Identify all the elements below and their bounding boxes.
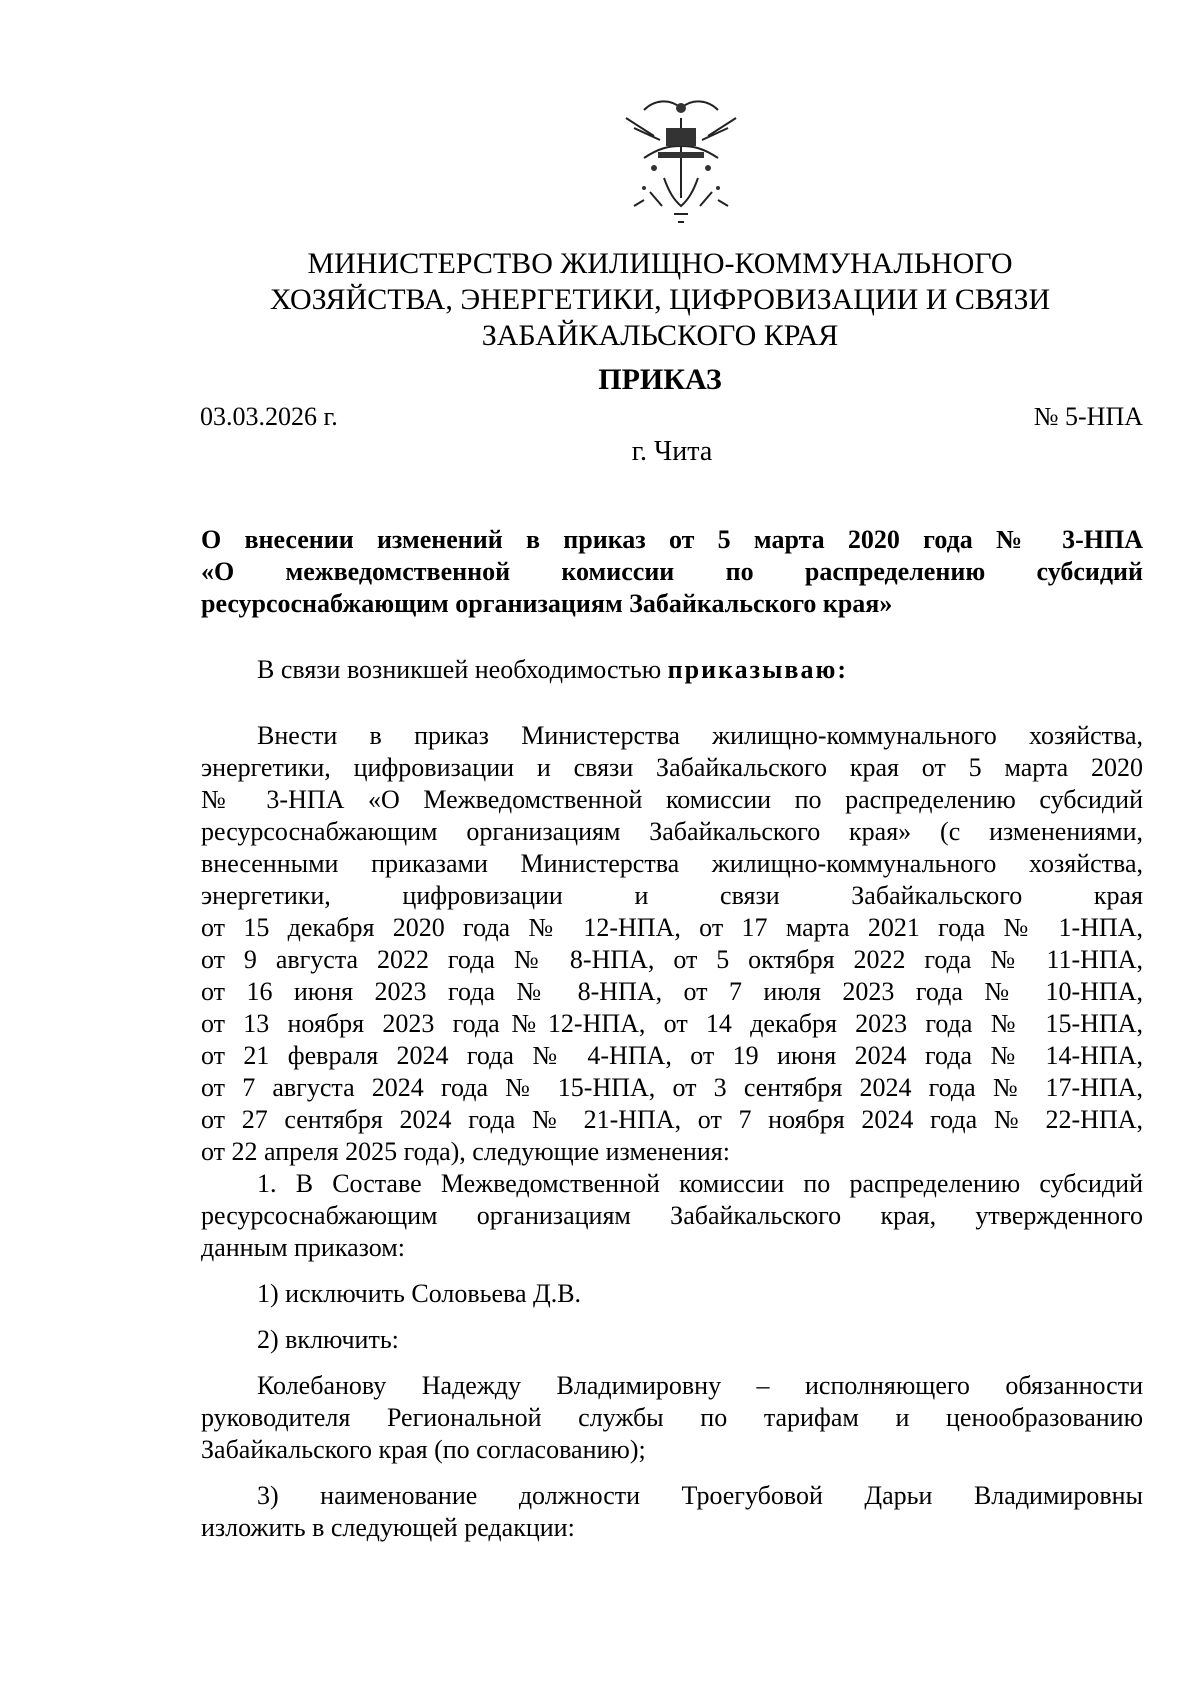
subitem-2: 2) включить:: [257, 1325, 399, 1354]
intro-command: приказываю:: [667, 655, 848, 684]
body-line: ресурсоснабжающим организациям Забайкальского края» (с изменениями,: [201, 817, 1143, 846]
person-line: Колебанову Надежду Владимировну – исполняющего обязанности: [257, 1371, 1143, 1400]
subject-line: О внесении изменений в приказ от 5 марта 2020 года № 3-НПА: [201, 525, 1143, 554]
subitem-3-line: изложить в следующей редакции:: [201, 1513, 575, 1542]
item-1-line: ресурсоснабжающим организациям Забайкальского края, утвержденного: [201, 1201, 1143, 1230]
body-line: от 22 апреля 2025 года), следующие изменения:: [201, 1137, 730, 1166]
body-line: от 16 июня 2023 года № 8-НПА, от 7 июля 2023 года № 10-НПА,: [201, 977, 1143, 1006]
ministry-name: [180, 246, 1140, 354]
item-1-line: данным приказом:: [201, 1233, 405, 1262]
body-line: внесенными приказами Министерства жилищно-коммунального хозяйства,: [201, 849, 1143, 878]
ministry-line: ХОЗЯЙСТВА, ЭНЕРГЕТИКИ, ЦИФРОВИЗАЦИИ И СВЯЗИ: [269, 283, 1051, 316]
main-body: [201, 720, 1143, 1544]
document-number: № 5-НПА: [1033, 402, 1143, 431]
item-1-line: 1. В Составе Межведомственной комиссии по распределению субсидий: [257, 1169, 1143, 1198]
person-line: Забайкальского края (по согласованию);: [201, 1435, 646, 1464]
intro-text: В связи возникшей необходимостью: [257, 655, 668, 684]
body-line: от 21 февраля 2024 года № 4-НПА, от 19 июня 2024 года № 14-НПА,: [201, 1041, 1143, 1070]
subitem-1: 1) исключить Соловьева Д.В.: [257, 1279, 582, 1308]
document-date: 03.03.2026 г.: [200, 402, 338, 431]
ministry-line: ЗАБАЙКАЛЬСКОГО КРАЯ: [481, 319, 839, 352]
document-subject: [201, 524, 1143, 620]
body-line: энергетики, цифровизации и связи Забайкальского края от 5 марта 2020: [201, 753, 1143, 782]
coat-of-arms-emblem: [614, 88, 748, 230]
subject-line: «О межведомственной комиссии по распределению субсидий: [201, 557, 1143, 586]
intro-paragraph: [201, 654, 1143, 686]
body-line: от 27 сентября 2024 года № 21-НПА, от 7 ноября 2024 года № 22-НПА,: [201, 1105, 1143, 1134]
document-city: г. Чита: [631, 436, 713, 467]
body-line: № 3-НПА «О Межведомственной комиссии по распределению субсидий: [201, 785, 1143, 814]
subject-line: ресурсоснабжающим организациям Забайкальского края»: [201, 589, 893, 618]
body-line: от 9 августа 2022 года № 8-НПА, от 5 октября 2022 года № 11-НПА,: [201, 945, 1143, 974]
subitem-3-line: 3) наименование должности Троегубовой Дарьи Владимировны: [257, 1481, 1143, 1510]
body-line: от 7 августа 2024 года № 15-НПА, от 3 сентября 2024 года № 17-НПА,: [201, 1073, 1143, 1102]
person-line: руководителя Региональной службы по тарифам и ценообразованию: [201, 1403, 1143, 1432]
ministry-line: МИНИСТЕРСТВО ЖИЛИЩНО-КОММУНАЛЬНОГО: [307, 247, 1013, 280]
body-line: от 13 ноября 2023 года№12-НПА, от 14 декабря 2023 года № 15-НПА,: [201, 1009, 1143, 1038]
body-line: от 15 декабря 2020 года № 12-НПА, от 17 марта 2021 года № 1-НПА,: [201, 913, 1143, 942]
body-line: Внести в приказ Министерства жилищно-коммунального хозяйства,: [257, 721, 1143, 750]
body-line: энергетики, цифровизации и связи Забайкальского края: [201, 881, 1143, 910]
document-type-title: ПРИКАЗ: [598, 363, 722, 396]
